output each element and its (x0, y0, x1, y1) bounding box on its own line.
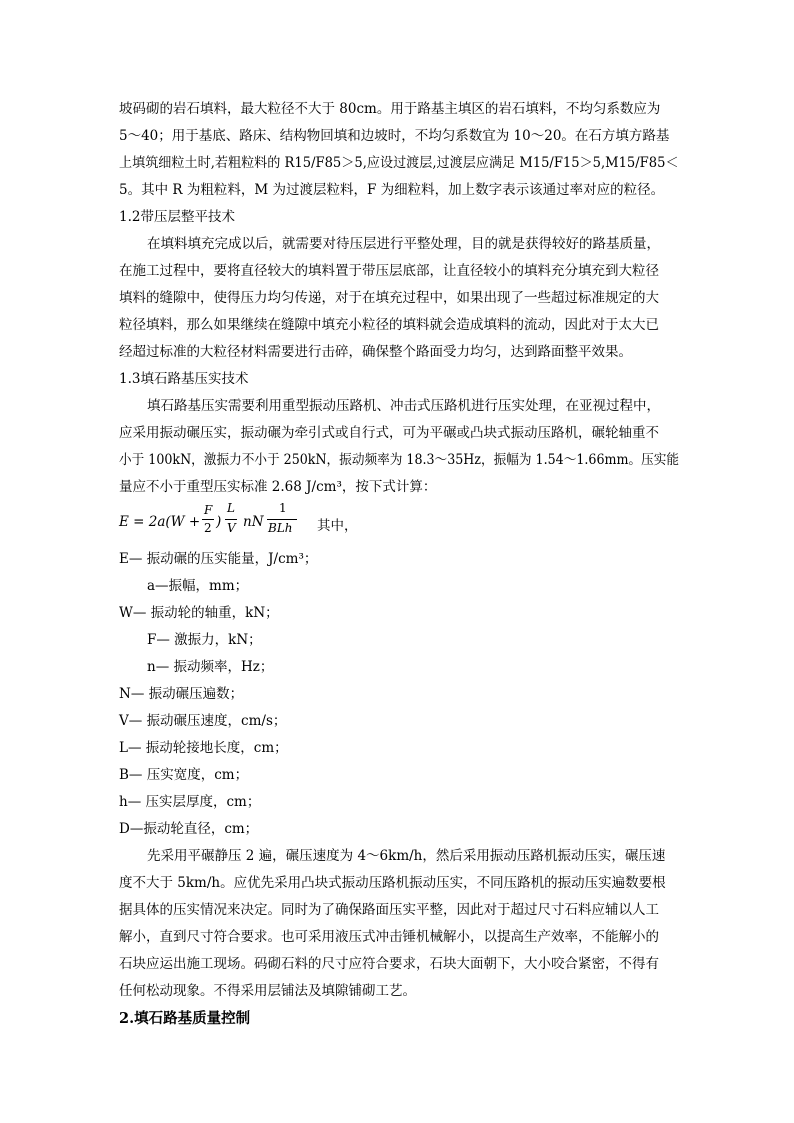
section-heading-2: 2.填石路基质量控制 (119, 1010, 251, 1027)
paragraph-line: 任何松动现象。不得采用层铺法及填隙铺砌工艺。 (119, 983, 416, 999)
definition-line: a—振幅，mm； (147, 578, 249, 594)
paragraph-line: 在施工过程中，要将直径较大的填料置于带压层底部，让直径较小的填料充分填充到大粒径 (119, 263, 659, 279)
definition-line: F— 激振力，kN； (147, 632, 262, 648)
paragraph-line: 在填料填充完成以后，就需要对待压层进行平整处理，目的就是获得较好的路基质量， (147, 236, 660, 252)
section-heading-1-2: 1.2带压层整平技术 (119, 209, 235, 225)
definition-line: L— 振动轮接地长度，cm； (119, 740, 288, 756)
formula-f-numerator: F (204, 503, 213, 517)
paragraph-line: 填石路基压实需要利用重型振动压路机、冲击式压路机进行压实处理，在亚视过程中， (147, 398, 660, 414)
compaction-energy-formula (119, 497, 419, 537)
formula-paren-close: ) (216, 514, 222, 530)
paragraph-line: 小于 100kN，激振力不小于 250kN，振动频率为 18.3～35Hz，振幅为 1.54～1.66mm。压实能 (119, 452, 680, 468)
formula-one: 1 (279, 501, 287, 515)
paragraph-line: 填料的缝隙中，使得压力均匀传递，对于在填充过程中，如果出现了一些超过标准规定的大 (119, 290, 659, 306)
definition-line: B— 压实宽度，cm； (119, 767, 249, 783)
definition-line: n— 振动频率，Hz； (147, 659, 274, 675)
paragraph-line: 度不大于 5km/h。应优先采用凸块式振动压路机振动压实，不同压路机的振动压实遍数要根 (119, 875, 666, 891)
formula-denominator: BLh (268, 521, 293, 535)
formula-suffix: 其中， (317, 518, 358, 534)
paragraph-line: 应采用振动碾压实，振动碾为牵引式或自行式，可为平碾或凸块式振动压路机，碾轮轴重不 (119, 425, 659, 441)
formula-l-denominator: V (227, 521, 236, 535)
fraction-bar (225, 519, 237, 520)
paragraph-line: 先采用平碾静压 2 遍，碾压速度为 4～6km/h，然后采用振动压路机振动压实，碾压速 (147, 848, 666, 864)
section-heading-1-3: 1.3填石路基压实技术 (119, 371, 249, 387)
paragraph-line: 解小，直到尺寸符合要求。也可采用液压式冲击锤机械解小，以提高生产效率，不能解小的 (119, 929, 659, 945)
definition-line: h— 压实层厚度，cm； (119, 794, 261, 810)
formula-l-numerator: L (227, 501, 235, 515)
paragraph-line: 5。其中 R 为粗粒料，M 为过渡层粒料，F 为细粒料，加上数字表示该通过率对应的粒径。 (119, 182, 665, 198)
paragraph-line: 上填筑细粒土时,若粗粒料的 R15/F85＞5,应设过渡层,过渡层应满足 M15/F15＞5,M15/F85＜ (119, 155, 679, 171)
paragraph-line: 坡码砌的岩石填料，最大粒径不大于 80cm。用于路基主填区的岩石填料，不均匀系数应为 (119, 101, 661, 117)
fraction-bar (202, 519, 214, 520)
formula-f-denominator: 2 (204, 521, 212, 535)
paragraph-line: 5～40；用于基底、路床、结构物回填和边坡时，不均匀系数宜为 10～20。在石方填方路基 (119, 128, 670, 144)
paragraph-line: 据具体的压实情况来决定。同时为了确保路面压实平整，因此对于超过尺寸石料应辅以人工 (119, 902, 659, 918)
definition-line: W— 振动轮的轴重，kN； (119, 605, 279, 621)
fraction-bar (267, 519, 297, 520)
formula-lhs: E = 2a(W + (119, 514, 201, 530)
definition-line: E— 振动碾的压实能量，J/cm³； (119, 551, 318, 567)
paragraph-line: 粒径填料，那么如果继续在缝隙中填充小粒径的填料就会造成填料的流动，因此对于太大已 (119, 317, 659, 333)
paragraph-line: 石块应运出施工现场。码砌石料的尺寸应符合要求，石块大面朝下，大小咬合紧密，不得有 (119, 956, 659, 972)
paragraph-line: 量应不小于重型压实标准 2.68 J/cm³，按下式计算： (119, 479, 437, 495)
formula-nn: nN (243, 514, 264, 530)
paragraph-line: 经超过标准的大粒径材料需要进行击碎，确保整个路面受力均匀，达到路面整平效果。 (119, 344, 632, 360)
definition-line: N— 振动碾压遍数； (119, 686, 244, 702)
definition-line: V— 振动碾压速度，cm/s； (119, 713, 287, 729)
definition-line: D—振动轮直径，cm； (119, 821, 259, 837)
